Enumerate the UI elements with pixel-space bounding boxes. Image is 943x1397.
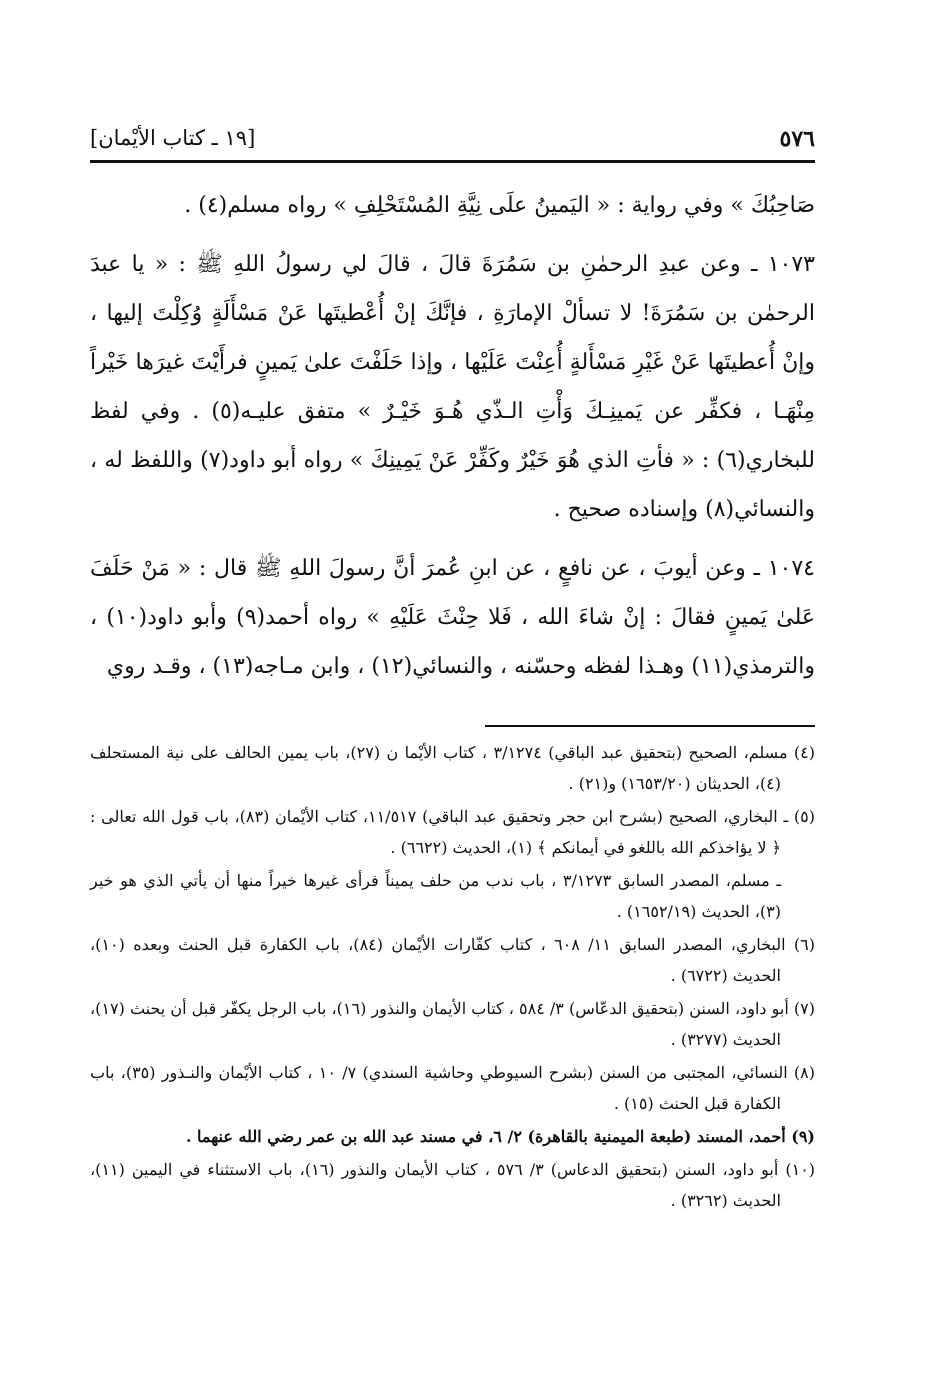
header-rule [90,160,815,163]
footnote-5: (٥) ـ البخاري، الصحيح (بشرح ابن حجر وتحقيق عبد الباقي) ١١/٥١٧، كتاب الأيْمان (٨٣)، باب قول الله تعالى : ﴿ لا يؤاخذكم الله باللغو في أيمانكم ﴾ (١)، الحديث (٦٦٢٢) . [90,807,816,857]
main-text [90,181,815,691]
paragraph-hadith-1073: ١٠٧٣ ـ وعن عبدِ الرحمٰنِ بن سَمُرَةَ قالَ ، قالَ لي رسولُ اللهِ ﷺ : « يا عبدَ الرحمٰن بن سَمُرَةَ! لا تسألْ الإمارَةِ ، فإنَّكَ إنْ أُعْطيتَها عَنْ مَسْأَلَةٍ وُكِلْتَ إليها ، وإنْ أُعطيتَها عَنْ غَيْرِ مَسْأَلةٍ أُعِنْتَ عَلَيْها ، وإذا حَلَفْتَ علىٰ يَمينٍ فرأَيْتَ غيرَها خَيْراً مِنْهَـا ، فكفِّر عن يَمينِـكَ وَأْتِ الـذّي هُـوَ خَيْـرٌ » متفق عليـه(٥) . وفي لفظ للبخاري(٦) : « فأتِ الذي هُوَ خَيْرٌ وكَفِّرْ عَنْ يَمِينِكَ » رواه أبو داود(٧) واللفظ له ، والنسائي(٨) وإسناده صحيح . [90,252,816,522]
footnote-10: (١٠) أبو داود، السنن (بتحقيق الدعاس) ٣/ ٥٧٦ ، كتاب الأيمان والنذور (١٦)، باب الاستثناء في اليمين (١١)، الحديث (٣٢٦٢) . [90,1160,816,1210]
footnote-8: (٨) النسائي، المجتبى من السنن (بشرح السيوطي وحاشية السندي) ٧/ ١٠ ، كتاب الأيْمان والنـذور (٣٥)، باب الكفارة قبل الحنث (١٥) . [90,1063,815,1113]
footnote-4: (٤) مسلم، الصحيح (بتحقيق عبد الباقي) ٣/١٢٧٤ ، كتاب الأيْما ن (٢٧)، باب يمين الحالف على نية المستحلف (٤)، الحديثان (١٦٥٣/٢٠) و(٢١) . [90,743,815,793]
footnote-rule [485,725,815,727]
page-number: ٥٧٦ [779,126,815,152]
footnote-9: (٩) أحمد، المسند (طبعة الميمنية بالقاهرة) ٢/ ٦، في مسند عبد الله بن عمر رضي الله عنهما . [185,1127,815,1146]
footnotes [90,737,815,1216]
footnote-6: (٦) البخاري، المصدر السابق ١١/ ٦٠٨ ، كتاب كفّارات الأيْمان (٨٤)، باب الكفارة قبل الحنث وبعده (١٠)، الحديث (٦٧٢٢) . [90,935,816,985]
paragraph-hadith-1074: ١٠٧٤ ـ وعن أيوبَ ، عن نافعٍ ، عن ابنِ عُمرَ أنَّ رسولَ اللهِ ﷺ قال : « مَنْ حَلَفَ عَلىٰ يَمينٍ فقالَ : إنْ شاءَ الله ، فَلا حِنْثَ عَلَيْهِ » رواه أحمد(٩) وأبو داود(١٠) ، والترمذي(١١) وهـذا لفظه وحسّنه ، والنسائي(١٢) ، وابن مـاجه(١٣) ، وقـد روي [90,556,815,679]
book-page [90,120,815,1218]
footnote-5-sub: ـ مسلم، المصدر السابق ٣/١٢٧٣ ، باب ندب من حلف يميناً فرأى غيرها خيراً منها أن يأتي الذي هو خير (٣)، الحديث (١٦٥٢/١٩) . [90,871,782,921]
paragraph-continuation: صَاحِبُكَ » وفي رواية : « اليَمينُ علَى نِيَّةِ المُسْتَحْلِفِ » رواه مسلم(٤) . [184,193,815,218]
page-header [90,120,815,160]
running-head: [١٩ ـ كتاب الأيْمان] [90,126,256,150]
footnote-7: (٧) أبو داود، السنن (بتحقيق الدعّاس) ٣/ ٥٨٤ ، كتاب الأيمان والنذور (١٦)، باب الرجل يكفّر قبل أن يحنث (١٧)، الحديث (٣٢٧٧) . [90,999,816,1049]
